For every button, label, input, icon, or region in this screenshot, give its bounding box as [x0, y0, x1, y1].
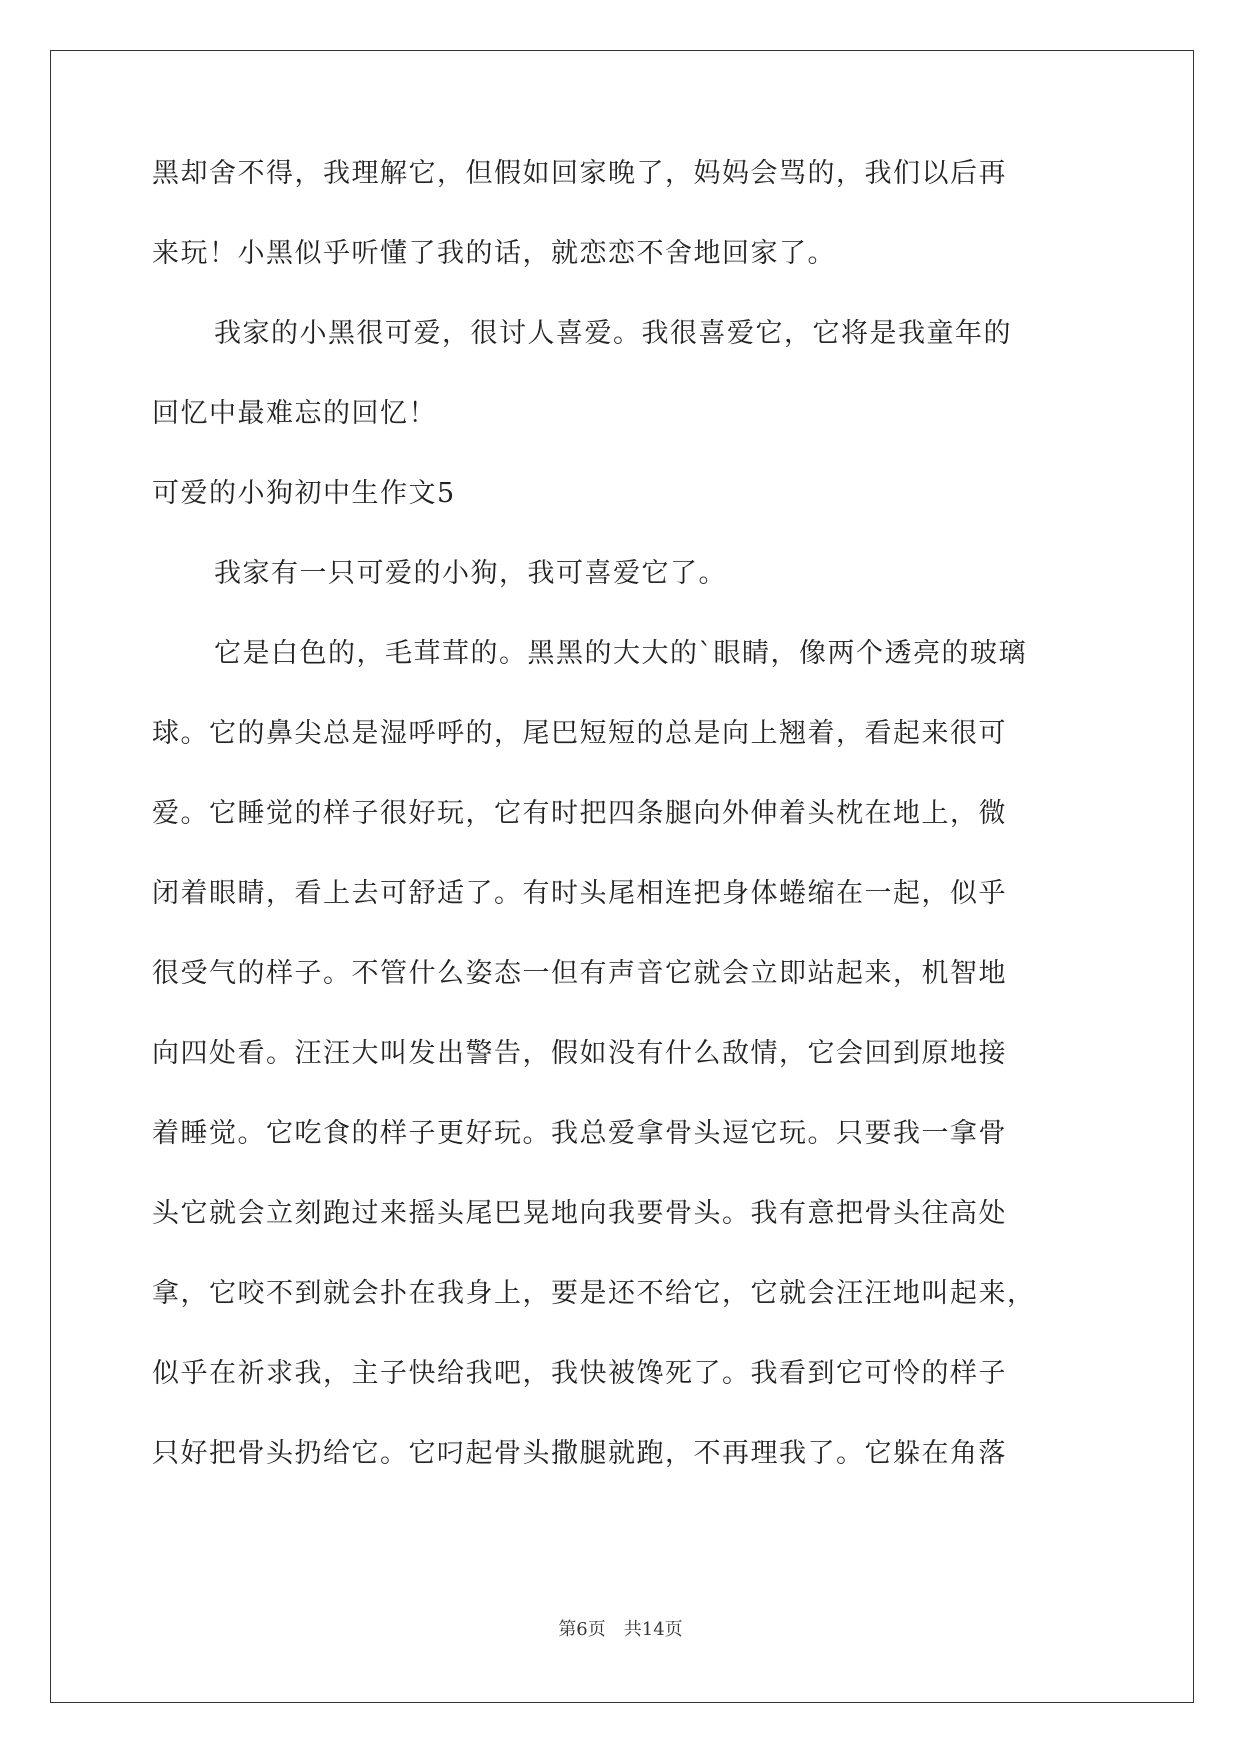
page-footer: [0, 1615, 1241, 1641]
text-line: 闭着眼睛，看上去可舒适了。有时头尾相连把身体蜷缩在一起，似乎: [152, 878, 1007, 909]
text-line: 黑却舍不得，我理解它，但假如回家晚了，妈妈会骂的，我们以后再: [152, 158, 1007, 189]
text-line: 只好把骨头扔给它。它叼起骨头撒腿就跑，不再理我了。它躲在角落: [152, 1438, 1007, 1469]
paragraph-start-line: 我家的小黑很可爱，很讨人喜爱。我很喜爱它，它将是我童年的: [214, 318, 1012, 349]
text-line: 似乎在祈求我，主子快给我吧，我快被馋死了。我看到它可怜的样子: [152, 1358, 1007, 1389]
text-line: 球。它的鼻尖总是湿呼呼的，尾巴短短的总是向上翘着，看起来很可: [152, 718, 1007, 749]
text-line: 回忆中最难忘的回忆！: [152, 398, 437, 429]
page-total: 共14页: [623, 1619, 683, 1640]
text-line: 来玩！小黑似乎听懂了我的话，就恋恋不舍地回家了。: [152, 238, 836, 269]
paragraph-start-line: 它是白色的，毛茸茸的。黑黑的大大的`眼睛，像两个透亮的玻璃: [214, 638, 1027, 669]
text-line: 拿，它咬不到就会扑在我身上，要是还不给它，它就会汪汪地叫起来，: [152, 1278, 1036, 1309]
text-line: 爱。它睡觉的样子很好玩，它有时把四条腿向外伸着头枕在地上，微: [152, 798, 1007, 829]
text-line: 很受气的样子。不管什么姿态一但有声音它就会立即站起来，机智地: [152, 958, 1007, 989]
text-line: 着睡觉。它吃食的样子更好玩。我总爱拿骨头逗它玩。只要我一拿骨: [152, 1118, 1007, 1149]
section-heading: 可爱的小狗初中生作文5: [152, 478, 456, 509]
paragraph-start-line: 我家有一只可爱的小狗，我可喜爱它了。: [214, 558, 727, 589]
text-line: 头它就会立刻跑过来摇头尾巴晃地向我要骨头。我有意把骨头往高处: [152, 1198, 1007, 1229]
page-number: 第6页: [558, 1619, 606, 1640]
document-body: [152, 159, 1092, 1519]
text-line: 向四处看。汪汪大叫发出警告，假如没有什么敌情，它会回到原地接: [152, 1038, 1007, 1069]
